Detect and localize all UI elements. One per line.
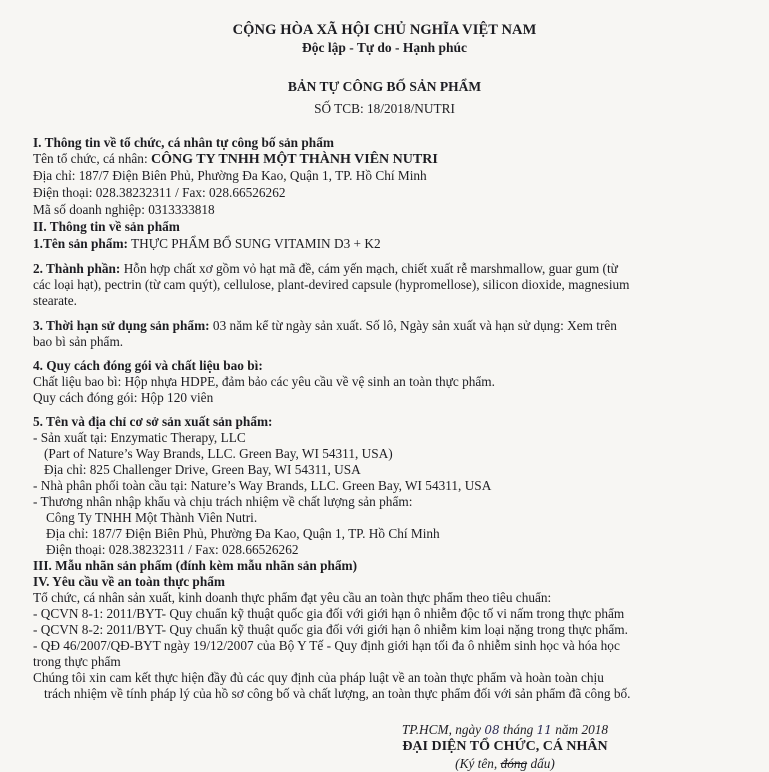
org-label: Tên tổ chức, cá nhân: [33, 151, 148, 166]
packaging-heading: 4. Quy cách đóng gói và chất liệu bao bì: [33, 358, 263, 373]
ingredients-line-2: các loại hạt), pectrin (từ cam quýt), cellulose, plant-devired capsule (hypromellose), silicon dioxide, magnesium [33, 277, 630, 292]
importer-line-3: Địa chỉ: 187/7 Điện Biên Phủ, Phường Đa Kao, Quận 1, TP. Hồ Chí Minh [46, 526, 440, 541]
manufacturer-line-2: (Part of Nature’s Way Brands, LLC. Green Bay, WI 54311, USA) [44, 446, 393, 461]
ingredients-text-1: Hỗn hợp chất xơ gồm vỏ hạt mã đề, cám yến mạch, chiết xuất rễ marshmallow, guar gum (từ [123, 261, 618, 276]
commitment-line-1: Chúng tôi xin cam kết thực hiện đầy đủ các quy định của pháp luật về an toàn thực phẩm và hoàn toàn chịu [33, 670, 604, 685]
section-1-heading: I. Thông tin về tổ chức, cá nhân tự công bố sản phẩm [33, 135, 334, 150]
ingredients-line-1 [33, 261, 618, 277]
document-title: BẢN TỰ CÔNG BỐ SẢN PHẨM [287, 79, 482, 94]
signature-date: TP.HCM, ngày 08 tháng 11 năm 2018 [401, 722, 609, 737]
manufacturer-line-3: Địa chỉ: 825 Challenger Drive, Green Bay, WI 54311, USA [44, 462, 361, 477]
signature-note-struck: đóng [500, 756, 528, 771]
standard-2: - QCVN 8-2: 2011/BYT- Quy chuẩn kỹ thuật quốc gia đối với giới hạn ô nhiễm kim loại nặng trong thực phẩm. [33, 622, 628, 637]
signature-title: ĐẠI DIỆN TỔ CHỨC, CÁ NHÂN [402, 739, 608, 754]
section-2-heading: II. Thông tin về sản phẩm [33, 219, 180, 234]
document-number: SỐ TCB: 18/2018/NUTRI [314, 101, 455, 116]
country-header: CỘNG HÒA XÃ HỘI CHỦ NGHĨA VIỆT NAM [232, 22, 537, 38]
ingredients-line-3: stearate. [33, 293, 77, 308]
importer-line-2: Công Ty TNHH Một Thành Viên Nutri. [46, 510, 258, 525]
org-line [33, 151, 438, 168]
shelf-life-line-1 [33, 318, 617, 334]
section-3-heading: III. Mẫu nhãn sản phẩm (đính kèm mẫu nhãn sản phẩm) [33, 558, 358, 573]
shelf-life-label: 3. Thời hạn sử dụng sản phẩm: [33, 318, 210, 333]
org-address: Địa chỉ: 187/7 Điện Biên Phủ, Phường Đa Kao, Quận 1, TP. Hồ Chí Minh [33, 168, 427, 183]
shelf-life-line-2: bao bì sản phẩm. [33, 334, 124, 349]
org-tax-code: Mã số doanh nghiệp: 0313333818 [33, 202, 215, 217]
section-4-heading: IV. Yêu cầu về an toàn thực phẩm [33, 574, 225, 589]
org-phone: Điện thoại: 028.38232311 / Fax: 028.66526262 [33, 185, 286, 200]
product-name-line [33, 236, 381, 252]
product-name-value: THỰC PHẨM BỔ SUNG VITAMIN D3 + K2 [131, 236, 381, 251]
motto: Độc lập - Tự do - Hạnh phúc [301, 40, 468, 55]
importer-line-1: - Thương nhân nhập khẩu và chịu trách nhiệm về chất lượng sản phẩm: [33, 494, 413, 509]
product-name-label: 1.Tên sản phẩm: [33, 236, 128, 251]
packaging-spec: Quy cách đóng gói: Hộp 120 viên [33, 390, 214, 405]
signature-day: 08 [484, 723, 500, 737]
standard-1: - QCVN 8-1: 2011/BYT- Quy chuẩn kỹ thuật quốc gia đối với giới hạn ô nhiễm độc tố vi nấm trong thực phẩm [33, 606, 625, 621]
signature-note: (Ký tên, đóng dấu) [455, 756, 555, 771]
standard-3-line-2: trong thực phẩm [33, 654, 121, 669]
ingredients-label: 2. Thành phần: [33, 261, 121, 276]
standards-intro: Tổ chức, cá nhân sản xuất, kinh doanh thực phẩm đạt yêu cầu an toàn thực phẩm theo tiêu chuẩn: [33, 590, 552, 605]
importer-line-4: Điện thoại: 028.38232311 / Fax: 028.66526262 [46, 542, 299, 557]
signature-month: 11 [536, 723, 552, 737]
shelf-life-text-1: 03 năm kể từ ngày sản xuất. Số lô, Ngày sản xuất và hạn sử dụng: Xem trên [212, 318, 617, 333]
distributor-line: - Nhà phân phối toàn cầu tại: Nature’s Way Brands, LLC. Green Bay, WI 54311, USA [33, 478, 492, 493]
standard-3-line-1: - QĐ 46/2007/QĐ-BYT ngày 19/12/2007 của Bộ Y Tế - Quy định giới hạn tối đa ô nhiễm sinh học và hóa học [33, 638, 620, 653]
commitment-line-2: trách nhiệm về tính pháp lý của hồ sơ công bố và chất lượng, an toàn thực phẩm đối với sản phẩm đã công bố. [44, 686, 631, 701]
packaging-material: Chất liệu bao bì: Hộp nhựa HDPE, đảm bảo các yêu cầu về vệ sinh an toàn thực phẩm. [33, 374, 495, 389]
org-value: CÔNG TY TNHH MỘT THÀNH VIÊN NUTRI [150, 152, 438, 167]
manufacturer-heading: 5. Tên và địa chỉ cơ sở sản xuất sản phẩm: [33, 414, 273, 429]
manufacturer-line-1: - Sản xuất tại: Enzymatic Therapy, LLC [33, 430, 246, 445]
